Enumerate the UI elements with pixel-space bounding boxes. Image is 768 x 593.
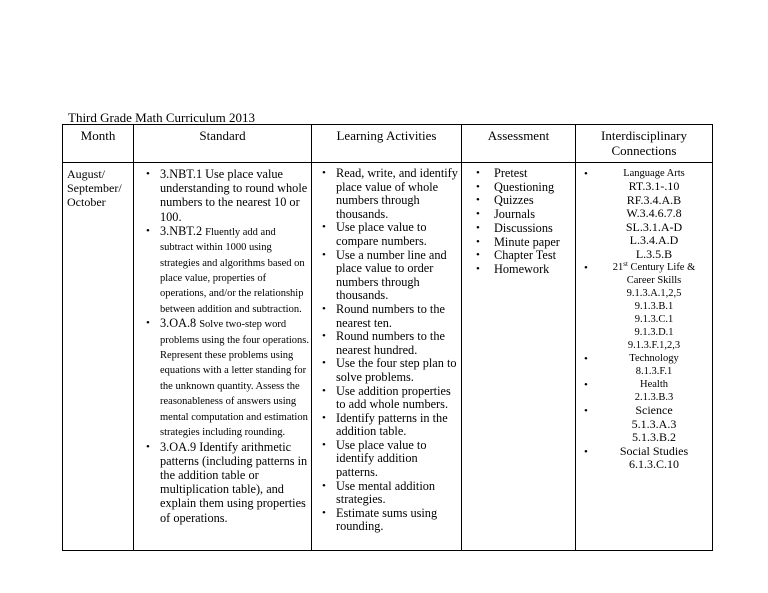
standard-text: Use place value understanding to round whole numbers to the nearest 10 or 100. — [160, 167, 308, 224]
list-item — [138, 224, 309, 316]
list-item: • Identify patterns in the addition table. — [316, 412, 459, 439]
standard-code: 3.OA.9 — [160, 439, 197, 454]
connection-code: 9.1.3.D.1 — [634, 327, 674, 338]
connection-code: 8.1.3.F.1 — [635, 366, 673, 377]
standard-code: 3.NBT.2 — [160, 223, 203, 238]
standard-text: Fluently add and subtract within 1000 using strategies and algorithms based on place value, properties of operations, and/or the relationship between addition and subtraction. — [160, 226, 305, 315]
connection-label: • Technology — [629, 353, 679, 364]
list-item: • Quizzes — [466, 194, 573, 208]
month-text: August/ September/ October — [67, 167, 122, 210]
standard-list — [138, 167, 309, 525]
century-number: 21 — [612, 262, 624, 273]
table-row — [63, 163, 713, 551]
connection-code: 2.1.3.B.3 — [634, 392, 674, 403]
header-interdisciplinary: Interdisciplinary Connections — [576, 125, 713, 163]
list-item: • Use mental addition strategies. — [316, 480, 459, 507]
list-item: • Journals — [466, 208, 573, 222]
connection-technology — [580, 352, 710, 378]
connection-code: L.3.5.B — [635, 246, 673, 261]
standard-text: Identify arithmetic patterns (including patterns in the addition table or multiplication table), and explain them using properties of operations. — [160, 439, 308, 525]
header-learning-activities: Learning Activities — [312, 125, 462, 163]
connection-21st-century — [580, 261, 710, 352]
connection-label: • Science — [635, 403, 673, 417]
connection-science — [580, 404, 710, 445]
list-item: • Use addition properties to add whole numbers. — [316, 385, 459, 412]
document-title: Third Grade Math Curriculum 2013 — [68, 110, 256, 125]
list-item: • Estimate sums using rounding. — [316, 507, 459, 534]
connection-code: 5.1.3.B.2 — [631, 430, 676, 444]
standard-code: 3.OA.8 — [160, 316, 197, 331]
header-standard: Standard — [134, 125, 312, 163]
header-row — [63, 125, 713, 163]
list-item: • Use place value to identify addition patterns. — [316, 439, 459, 480]
month-cell — [63, 163, 134, 551]
standard-code: 3.NBT.1 — [160, 167, 203, 181]
activities-list — [316, 167, 459, 534]
assessment-cell — [462, 163, 576, 551]
list-item: • Read, write, and identify place value of whole numbers through thousands. — [316, 167, 459, 221]
standard-text: Solve two-step word problems using the four operations. Represent these problems using equations with a letter standing for the unknown quantity. Assess the reasonableness of answers using mental computation and estimation strategies including rounding. — [160, 319, 310, 439]
connection-language-arts — [580, 167, 710, 261]
century-label-text: Century Life & Career Skills — [626, 262, 696, 286]
curriculum-table — [62, 124, 713, 551]
connection-social-studies — [580, 445, 710, 472]
list-item — [138, 316, 309, 439]
connection-code: L.3.4.A.D — [629, 233, 679, 247]
connection-label — [598, 261, 710, 287]
list-item: • Pretest — [466, 167, 573, 181]
list-item: • Questioning — [466, 181, 573, 195]
assessment-list — [466, 167, 573, 277]
connection-code: 5.1.3.A.3 — [631, 416, 677, 431]
header-assessment: Assessment — [462, 125, 576, 163]
list-item: • Use the four step plan to solve problems. — [316, 357, 459, 384]
connection-code: RF.3.4.A.B — [626, 192, 682, 207]
connection-label: • Health — [640, 379, 668, 390]
connection-code: 9.1.3.A.1,2,5 — [626, 288, 682, 299]
connections-list — [580, 167, 710, 472]
century-suffix: st — [623, 260, 628, 268]
list-item: • Homework — [466, 263, 573, 277]
list-item: • Use place value to compare numbers. — [316, 221, 459, 248]
list-item — [138, 167, 309, 224]
list-item: • Round numbers to the nearest ten. — [316, 303, 459, 330]
connection-code: 9.1.3.F.1,2,3 — [627, 340, 681, 351]
list-item: • Minute paper — [466, 236, 573, 250]
list-item: • Use a number line and place value to order numbers through thousands. — [316, 249, 459, 303]
standard-cell — [134, 163, 312, 551]
connection-label: • Language Arts — [623, 168, 685, 179]
connection-code: RT.3.1-.10 — [628, 179, 680, 193]
connection-code: 9.1.3.C.1 — [634, 314, 674, 325]
connection-health — [580, 378, 710, 404]
list-item: • Chapter Test — [466, 249, 573, 263]
interdisciplinary-cell — [576, 163, 713, 551]
list-item: • Discussions — [466, 222, 573, 236]
connection-code: 9.1.3.B.1 — [634, 301, 674, 312]
list-item — [138, 440, 309, 525]
connection-code: W.3.4.6.7.8 — [626, 206, 682, 220]
header-month: Month — [63, 125, 134, 163]
list-item: • Round numbers to the nearest hundred. — [316, 330, 459, 357]
connection-code: SL.3.1.A-D — [625, 219, 683, 234]
connection-label: • Social Studies — [619, 443, 689, 458]
connection-code: 6.1.3.C.10 — [628, 457, 679, 471]
activities-cell — [312, 163, 462, 551]
